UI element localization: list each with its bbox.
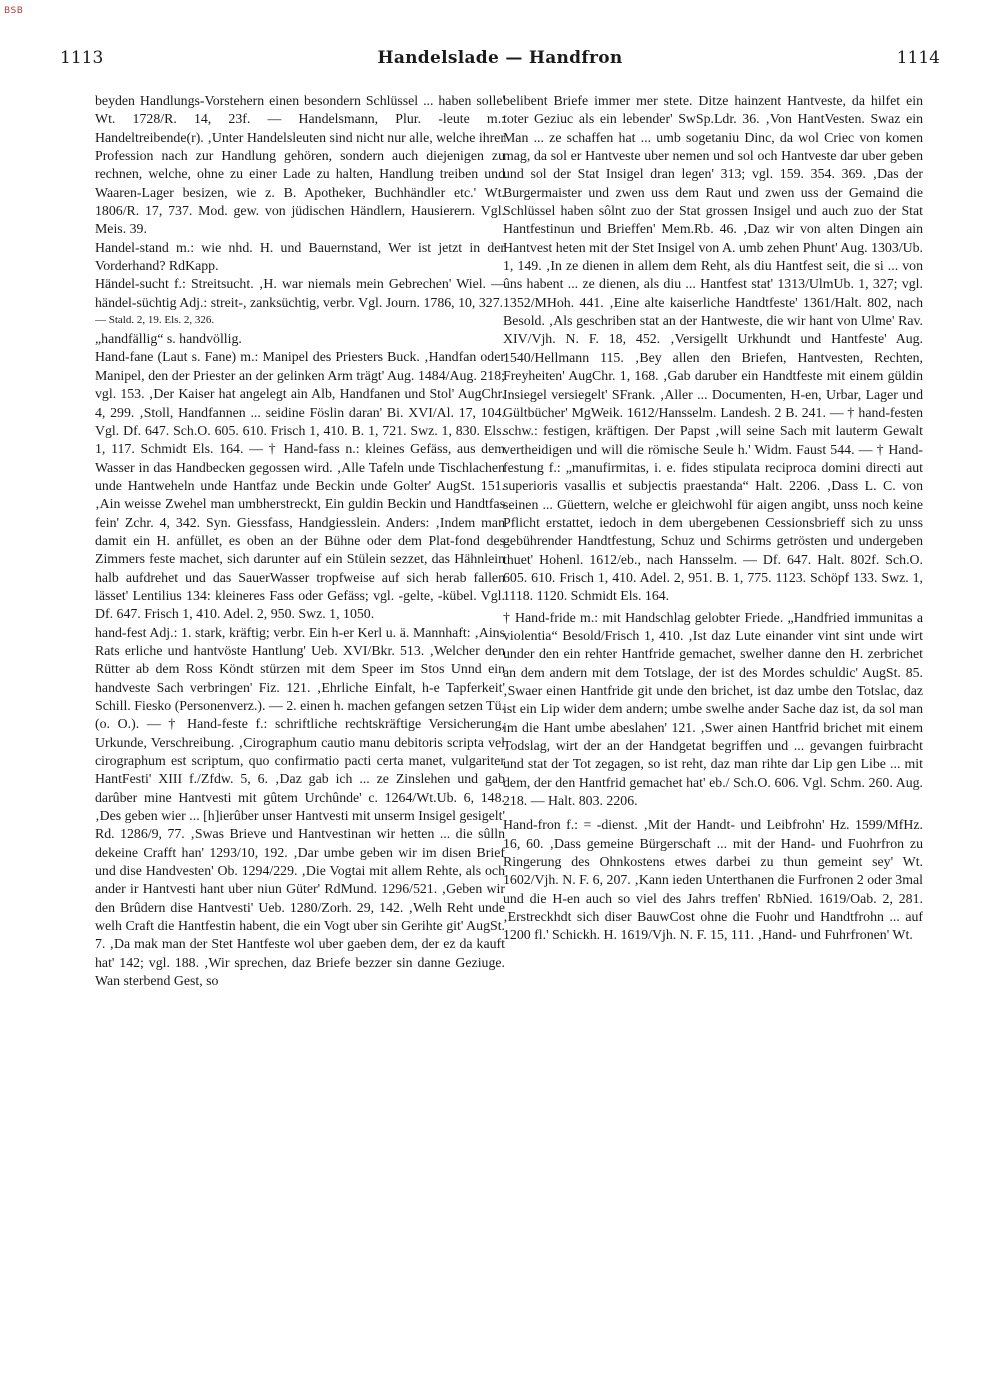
entry-hand-fron: Hand-fron f.: = -dienst. ‚Mit der Handt- und Leibfrohn' Hz. 1599/MfHz. 16, 60. ‚Dass gemeine Bürgerschaft ... mit der Hand- und Fuohrfron zu Ringerung des Ohnkostens etwes darbei zu thun gemeint sey' Wt. 1602/Vjh. N. F. 6, 207. ‚Kann ieden Unterthanen die Furfronen 2 oder 3mal und die H-en auch so viel des Jahrs treffen' RbNied. 1619/Oab. 2, 281. ‚Erstreckhdt sich diser BauwCost ohne die Fuohr und Handtfrohn ... auf 1200 fl.' Schickh. H. 1619/Vjh. N. F. 15, 111. ‚Hand- und Fuhrfronen' Wt. xyxy=(503,817,923,943)
literature-note: — Stald. 2, 19. Els. 2, 326. xyxy=(95,314,215,327)
entry-hand-fest: hand-fest Adj.: 1. stark, kräftig; verbr. Ein h-er Kerl u. ä. Mannhaft: ‚Ains Rats erliche und hantvöste Hantlung' Ueb. XVI/Bkr. 513. ‚Welcher den Rütter ab dem Ross Köndt stürzen mit dem Speer im Stos Unnd ein handveste Sach verbringen' Fiz. 121. ‚Ehrliche Einfalt, h-e Tapferkeit' Schill. Fiesko (Personenverz.). — 2. einen h. machen gefangen setzen Tü. (o. O.). — † Hand-feste f.: schriftliche rechtskräftige Versicherung, Urkunde, Verschreibung. ‚Cirographum cautio manu debitoris scripta vel cirographum est scriptum, quo confirmatio pacti certa manet, vulgariter HantFesti' XIII f./Zfdw. 5, 6. ‚Daz gab ich ... ze Zinslehen und gab darûber mine Hantvesti mit gûtem Urchûnde' c. 1264/Wt.Ub. 6, 148. ‚Des geben wier ... [h]ierûber unser Hantvesti mit unserm Insigel gesigelt' Rd. 1286/9, 77. ‚Swas Brieve und Hantvestinan wir hetten ... die sûlln dekeine Crafft han' 1293/10, 192. ‚Dar umbe geben wir im disen Brief und dise Handvesten' Ob. 1294/229. ‚Die Vogtai mit allem Rehte, als och ander ir Hantvesti hant uber niun Güter' RdMund. 1296/521. ‚Geben wir den Brûdern dise Hantvesti' Ueb. 1280/Zorh. 29, 142. ‚Welh Reht unde welh Craft die Hantfestin habent, die ein Vogt uber sin Gerihte git' AugSt. 7. ‚Da mak man der Stet Hantfeste wol uber gaeben dem, der ez da kauft hat' 142; vgl. 188. ‚Wir sprechen, daz Briefe bezzer sin danne Geziuge. Wan sterbend Gest, so xyxy=(95,624,505,989)
page-number-left: 1113 xyxy=(60,48,104,68)
entry-hand-feste-cont: belibent Briefe immer mer stete. Ditze hainzent Hantveste, da hilfet ein toter Geziuc als ein lebender' SwSp.Ldr. 36. ‚Von HantVesten. Swaz ein Man ... ze schaffen hat ... umb sogetaniu Dinc, da wol Criec von komen mag, da sol er Hantveste uber nemen und sol och Hantveste dar uber geben und sol der Stat Insigel dran legen' 313; vgl. 159. 354. 369. ‚Das der Burgermaister und zwen uss dem Raut und zwen uss der Gemaind die Schlüssel haben sôlnt zuo der Stat grossen Insigel und auch zuo der Stat Hantfestinun und Brieffen' Mem.Rb. 46. ‚Daz wir von alten Dingen ain Hantvest heten mit der Stet Insigel von A. umb zehen Phunt' Aug. 1303/Ub. 1, 149. ‚In ze dienen in allem dem Reht, als diu Hantfest seit, die si ... von ûns habent ... ze dienen, als diu ... Hantfest stat' 1313/UlmUb. 1, 327; vgl. 1352/MHoh. 441. ‚Eine alte kaiserliche Handtfeste' 1361/Halt. 802, nach Besold. ‚Als geschriben stat an der Hantweste, die wir hant von Ulme' Rav. XIV/Vjh. N. F. 18, 452. ‚Versigellt Urkhundt und Hantfeste' Aug. 1540/Hellmann 115. ‚Bey allen den Briefen, Hantvesten, Rechten, Freyheiten' AugChr. 1, 168. ‚Gab daruber ein Handtfeste mit einem güldin Insiegel versiegelt' SFrank. ‚Aller ... Documenten, H-en, Urbar, Lager und Gültbücher' MgWeik. 1612/Hansselm. Landesh. 2 B. 241. — † hand-festen schw.: festigen, kräftigen. Der Papst ‚will seine Sach mit lauterm Gewalt vertheidigen und will die römische Seule h.' Widm. Faust 544. — † Hand-festung f.: „manufirmitas, i. e. fides stipulata reciproca domini directi aut superioris vasallis et subjectis praestanda“ Halt. 2206. ‚Dass L. C. von seinen ... Güettern, welche er gleichwohl für aigen angibt, unss noch keine Pflicht erstattet, iedoch in dem ubergebenen Cessionsbrieff sich zu unss gebührender Handtfestung, Schuz und Schirms getrösten und undergeben thuet' Hohenl. 1612/eb., nach Hansselm. — Df. 647. Halt. 802f. Sch.O. 605. 610. Frisch 1, 410. Adel. 2, 951. B. 1, 775. 1123. Schöpf 133. Swz. 1, 1118. 1120. Schmidt Els. 164. xyxy=(503,93,923,604)
right-column xyxy=(503,92,923,1342)
entry-handelsmann: beyden Handlungs-Vorstehern einen besondern Schlüssel ... haben solle' Wt. 1728/R. 14, 23f. — Handelsmann, Plur. -leute m.: Handeltreibende(r). ‚Unter Handelsleuten sind nicht nur alle, welche ihrer Profession nach zur Handlung gehören, sondern auch diejenigen zu rechnen, welche, ohne zu einer Lade zu halten, Handlung treiben und Waaren-Lager besizen, wie z. B. Apotheker, Buchhändler etc.' Wt. 1806/R. 17, 737. Mod. gew. von jüdischen Händlern, Hausierern. Vgl. Meis. 39. xyxy=(95,93,505,237)
page-number-right: 1114 xyxy=(896,48,940,68)
entry-hand-fride: † Hand-fride m.: mit Handschlag gelobter Friede. „Handfried immunitas a violentia“ Besold/Frisch 1, 410. ‚Ist daz Lute einander vint sint unde wirt under den ein rehter Hantfride gemachet, swelher danne den H. zerbrichet an dem andern mit dem Totslage, der ist des Mordes schuldic' AugSt. 85. ‚Swaer einen Hantfride git unde den brichet, ist daz umbe den Totslac, daz ist ein Lip wider dem andern; umbe swelhe ander Sache daz ist, da sol man im die Hant umbe abeslahen' 121. ‚Swer ainen Hantfrid brichet mit einem Todslag, wirt der an der Handgetat begriffen und ... gevangen fuirbracht und stat der Tot zegagen, so ist reht, daz man rihte dar Lip gen Libe ... mit dem, der den Hantfrid gemachet hat' eb./ Sch.O. 606. Vgl. Schm. 260. Aug. 218. — Halt. 803. 2206. xyxy=(503,609,923,809)
left-column xyxy=(95,92,505,1342)
entry-handel-stand: Handel-stand m.: wie nhd. H. und Bauernstand, Wer ist jetzt in der Vorderhand? RdKapp. xyxy=(95,239,505,274)
running-title: Handelslade — Handfron xyxy=(377,48,623,68)
entry-haendel-sucht: Händel-sucht f.: Streitsucht. ‚H. war niemals mein Gebrechen' Wiel. — händel-süchtig Adj.: streit-, zanksüchtig, verbr. Vgl. Journ. 1786, 10, 327. xyxy=(95,276,505,310)
entry-handfaellig: „handfällig“ s. handvöllig. xyxy=(95,331,242,347)
page-header xyxy=(60,48,940,76)
entry-hand-fane: Hand-fane (Laut s. Fane) m.: Manipel des Priesters Buck. ‚Handfan oder Manipel, den der Priester an der gelinken Arm trägt' Aug. 1484/Aug. 218; vgl. 153. ‚Der Kaiser hat angelegt ain Alb, Handfanen und Stol' AugChr. 4, 299. ‚Stoll, Handfannen ... seidine Föslin daran' Bi. XVI/Al. 17, 104. Vgl. Df. 647. Sch.O. 605. 610. Frisch 1, 410. B. 1, 721. Swz. 1, 830. Els. 1, 117. Schmidt Els. 164. — † Hand-fass n.: kleines Gefäss, aus dem Wasser in das Handbecken gegossen wird. ‚Alle Tafeln unde Tischlachen unde Hantweheln unde Hantfaz unde Beckin unde Golter' AugSt. 151. ‚Ain weisse Zwehel man umbherstreckt, Ein guldin Beckin und Handtfas fein' Zchr. 4, 342. Syn. Giessfass, Handgiesslein. Anders: ‚Indem man damit ein H. anfüllet, es oben an der Bühne oder dem Plat-fond des Zimmers feste machet, sich darunter auf ein Stülein sezzet, das Hähnlein halb aufdrehet und das SauerWasser tropfweise auf sich herab fallen lässet' Lentilius 134: kleineres Fass oder Gefäss; vgl. -gelte, -kübel. Vgl. Df. 647. Frisch 1, 410. Adel. 2, 950. Swz. 1, 1050. xyxy=(95,349,505,622)
library-stamp: BSB xyxy=(4,6,24,16)
